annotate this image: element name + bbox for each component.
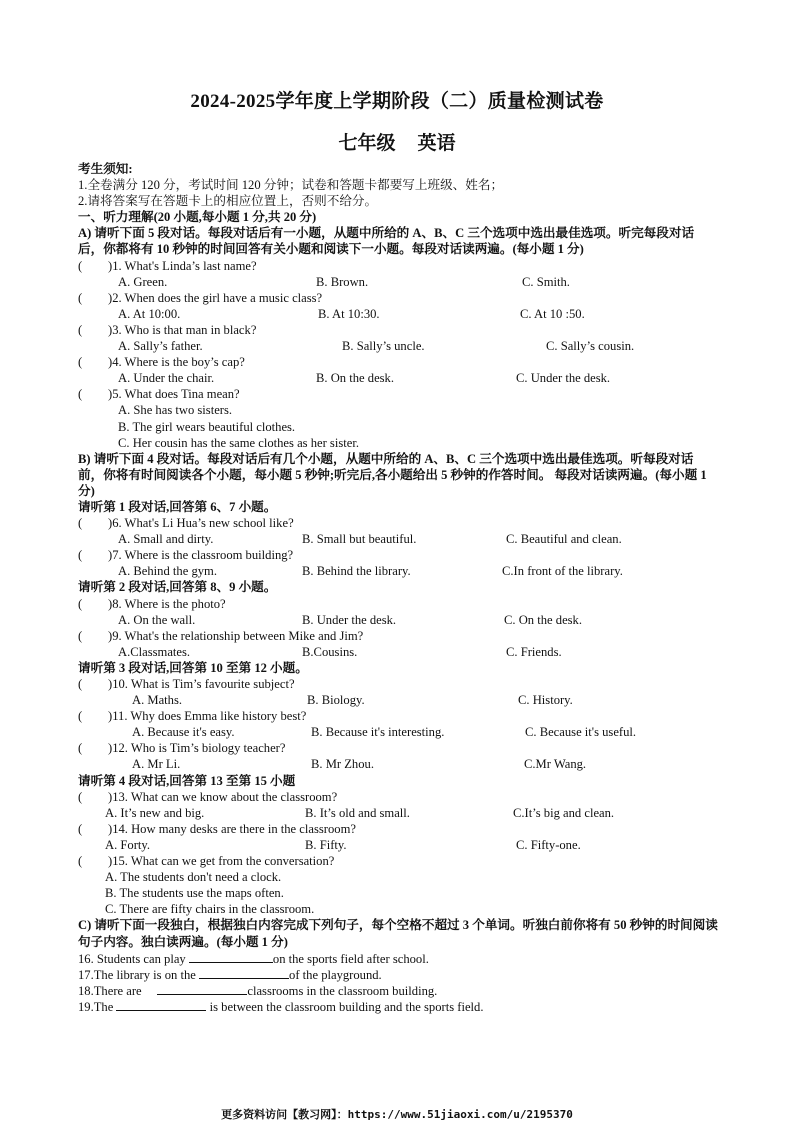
footer-link[interactable]: 更多资料访问【教习网】：https://www.51jiaoxi.com/u/2195370 [221,1108,573,1121]
answer-blank[interactable] [189,950,273,963]
options [78,274,718,290]
option-c: C. Under the desk. [516,371,611,386]
options [78,805,718,821]
option-a: A. The students don't need a clock. [105,870,282,885]
option-a: A. Behind the gym. [118,564,217,579]
option-a: A. It’s new and big. [105,805,205,820]
option-c: C. Friends. [506,644,562,659]
option-c: C. Smith. [522,274,570,289]
fill-blank-item: 16. Students can play on the sports field after school. [78,951,429,966]
options [78,724,718,740]
option-b: B. Behind the library. [302,564,411,579]
fill-blank-item: 18.There are classrooms in the classroom building. [78,983,438,998]
notice-item: 1.全卷满分 120 分，考试时间 120 分钟；试卷和答题卡都要写上班级、姓名； [78,178,504,193]
option-a: A. Because it's easy. [132,725,235,740]
dialog-label: 请听第 2 段对话,回答第 8、9 小题。 [78,580,277,595]
answer-blank[interactable] [199,966,289,979]
question: ( )10. What is Tim’s favourite subject? [78,677,295,691]
option-b: B.Cousins. [302,644,358,659]
question: ( )13. What can we know about the classroom? [78,789,338,804]
option-b: B. Fifty. [305,837,347,852]
options [78,370,718,386]
options [78,306,718,322]
option-b: B. It’s old and small. [305,805,410,820]
fill-blank-item: 17.The library is on the of the playground. [78,967,382,982]
option-b: B. Under the desk. [302,612,397,627]
exam-subtitle [0,128,794,155]
option-b: B. On the desk. [316,371,395,386]
option-c: C. Because it's useful. [525,725,637,740]
option-c: C.In front of the library. [502,564,623,579]
option-c: C. Fifty-one. [516,837,581,852]
option-b: B. Small but beautiful. [302,532,417,547]
question: ( )6. What's Li Hua’s new school like? [78,516,294,531]
option-b: B. Brown. [316,274,369,289]
dialog-label: 请听第 3 段对话,回答第 10 至第 12 小题。 [78,660,308,675]
dialog-label: 请听第 4 段对话,回答第 13 至第 15 小题 [78,773,296,788]
options [78,563,718,579]
options [78,531,718,547]
question: ( )2. When does the girl have a music class? [78,290,323,305]
option-a: A. On the wall. [118,612,196,627]
option-a: A. Forty. [105,837,151,852]
options [78,692,718,708]
answer-blank[interactable] [116,998,206,1011]
option-c: C. On the desk. [504,612,583,627]
options [78,338,718,354]
option-c: C. Sally’s cousin. [546,339,635,354]
option-c: C.It’s big and clean. [513,805,615,820]
option-b: B. Mr Zhou. [311,757,374,772]
option-a: A.Classmates. [118,644,191,659]
exam-title: 2024-2025学年度上学期阶段（二）质量检测试卷 [190,91,604,112]
option-b: B. Because it's interesting. [311,725,445,740]
option-a: A. At 10:00. [118,306,181,321]
question: ( )3. Who is that man in black? [78,322,257,337]
part-b-instructions: B) 请听下面 4 段对话。每段对话后有几个小题，从题中所给的 A、B、C 三个选项中选出最佳选项。听每段对话前，你将有时间阅读各个小题，每小题 5 秒钟;听完后,各小题给出 5 秒钟的作答时间。 每段对话读两遍。(每小题 1 分) [78,451,707,498]
option-c: C. There are fifty chairs in the classroom. [105,902,315,917]
option-c: C. History. [518,693,573,708]
option-b: B. At 10:30. [318,306,380,321]
section-heading: 一、听力理解(20 小题,每小题 1 分,共 20 分) [78,210,317,225]
answer-blank[interactable] [157,982,247,995]
option-b: B. Biology. [307,693,365,708]
exam-body [78,161,718,1014]
subject-label: 英语 [417,133,456,154]
notice-heading: 考生须知: [78,162,133,176]
part-a-instructions: A) 请听下面 5 段对话。每段对话后有一小题，从题中所给的 A、B、C 三个选项中选出最佳选项。听完每段对话后，你都将有 10 秒钟的时间回答有关小题和阅读下一小题。每段对话读两遍。(每小题 1 分) [78,226,695,257]
part-c-instructions: C) 请听下面一段独白，根据独白内容完成下列句子，每个空格不超过 3 个单词。听独白前你将有 50 秒钟的时间阅读句子内容。独白读两遍。(每小题 1 分) [78,918,718,949]
question: ( )4. Where is the boy’s cap? [78,355,245,370]
grade-label: 七年级 [338,133,396,154]
dialog-label: 请听第 1 段对话,回答第 6、7 小题。 [78,499,277,514]
options [78,612,718,628]
option-c: C. Beautiful and clean. [506,532,622,547]
option-a: A. Small and dirty. [118,532,214,547]
option-c: C. Her cousin has the same clothes as her sister. [118,435,359,450]
notice-item: 2.请将答案写在答题卡上的相应位置上，否则不给分。 [78,194,378,209]
option-a: A. Green. [118,274,168,289]
option-c: C. At 10 :50. [520,306,585,321]
question: ( )8. Where is the photo? [78,596,226,611]
question: ( )9. What's the relationship between Mike and Jim? [78,628,364,643]
options [78,756,718,772]
option-a: A. Maths. [132,693,183,708]
question: ( )11. Why does Emma like history best? [78,709,307,724]
option-a: A. She has two sisters. [118,403,233,418]
option-b: B. The girl wears beautiful clothes. [118,419,296,434]
option-a: A. Under the chair. [118,371,215,386]
option-c: C.Mr Wang. [524,757,587,772]
options [78,837,718,853]
question: ( )12. Who is Tim’s biology teacher? [78,741,286,756]
option-b: B. The students use the maps often. [105,886,284,901]
question: ( )1. What's Linda’s last name? [78,258,257,273]
question: ( )14. How many desks are there in the classroom? [78,821,356,836]
options [78,644,718,660]
option-b: B. Sally’s uncle. [342,339,425,354]
question: ( )5. What does Tina mean? [78,387,240,402]
fill-blank-item: 19.The is between the classroom building and the sports field. [78,999,484,1014]
question: ( )7. Where is the classroom building? [78,548,294,563]
option-a: A. Mr Li. [132,757,181,772]
question: ( )15. What can we get from the conversation? [78,854,335,869]
option-a: A. Sally’s father. [118,339,203,354]
